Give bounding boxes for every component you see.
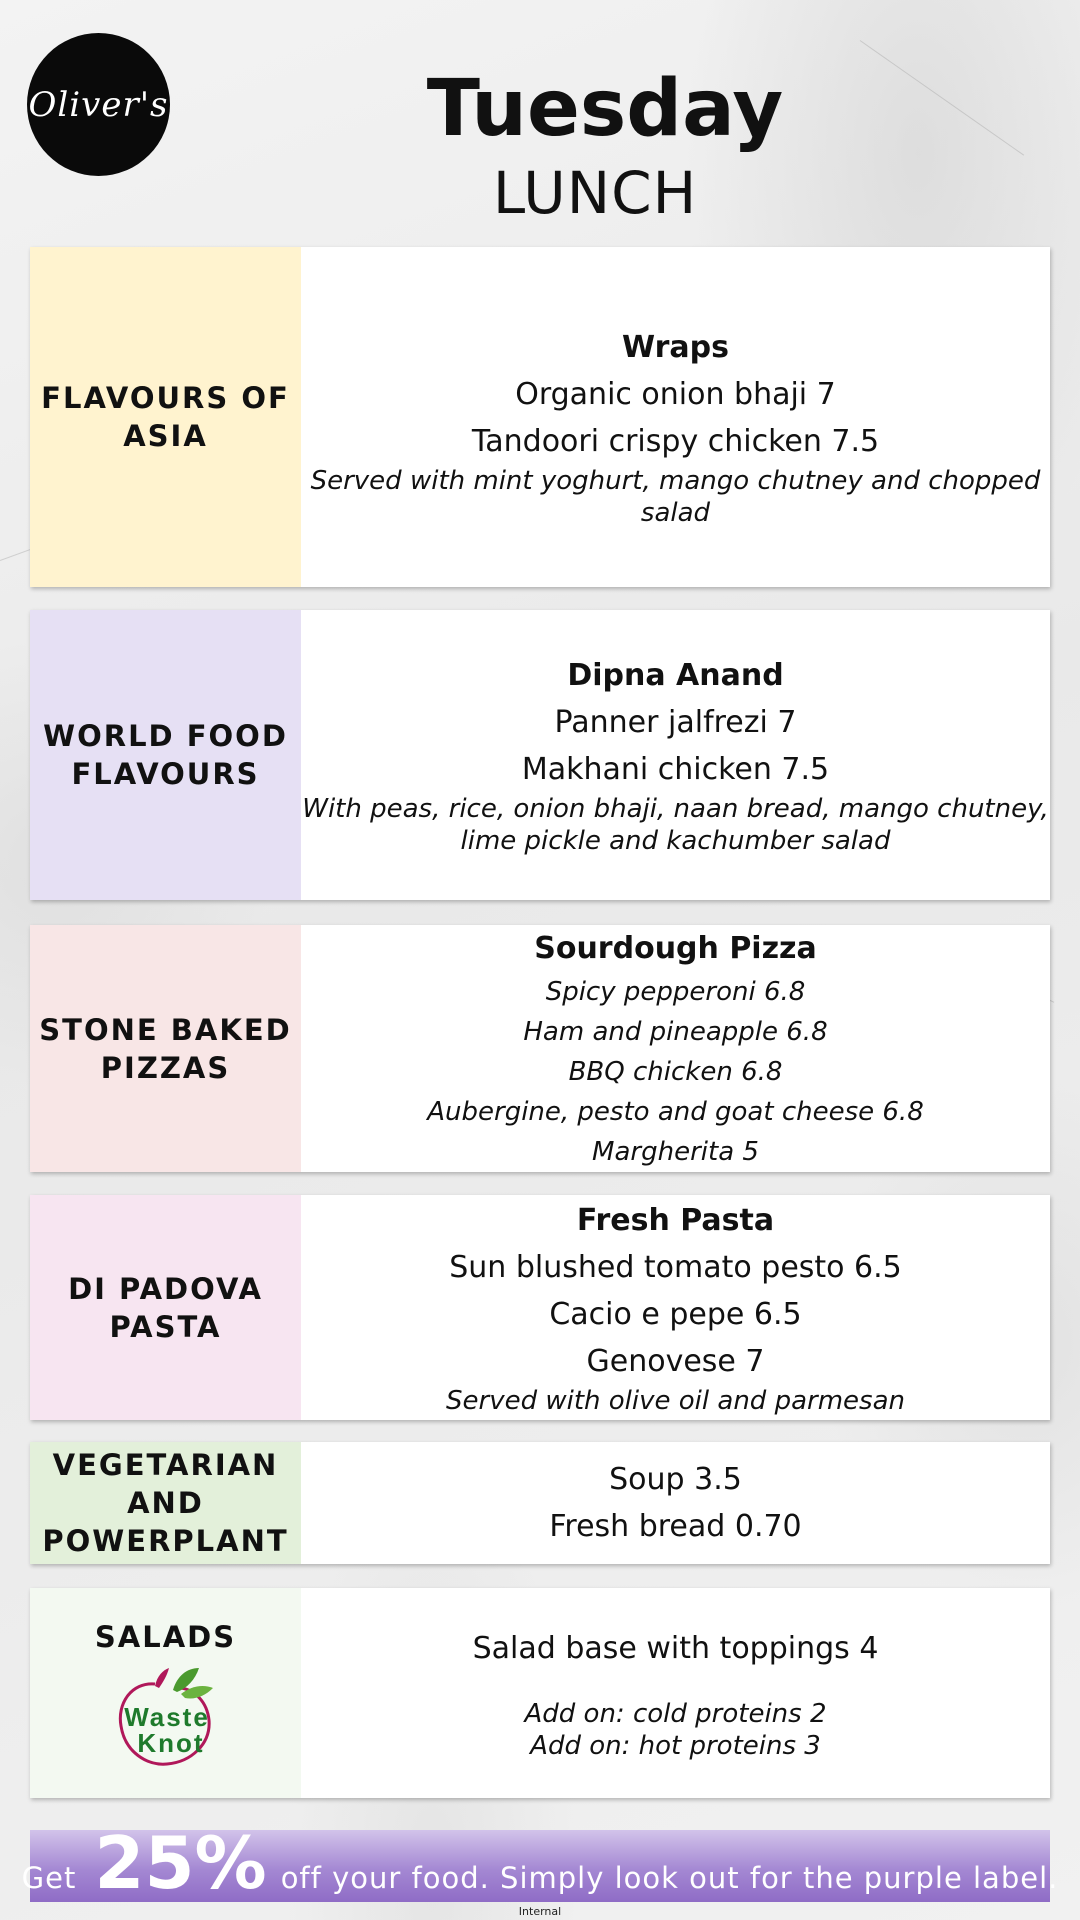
category-label xyxy=(30,610,301,900)
category-line: SALADS xyxy=(94,1619,237,1654)
section-title: Fresh Pasta xyxy=(576,1203,775,1238)
section-title: Wraps xyxy=(622,330,729,365)
menu-meal: LUNCH xyxy=(492,159,698,227)
menu-item: Makhani chicken 7.5 xyxy=(521,752,830,787)
category-line: DI PADOVA xyxy=(68,1271,263,1306)
category-line: STONE BAKED xyxy=(39,1012,292,1047)
menu-section-vegetarian-powerplant xyxy=(30,1442,1050,1564)
menu-header xyxy=(0,62,1080,229)
category-line: FLAVOURS OF xyxy=(41,381,290,415)
category-label xyxy=(30,1442,301,1564)
category-line: POWERPLANT xyxy=(42,1524,289,1558)
category-label xyxy=(30,1588,301,1798)
category-line: ASIA xyxy=(123,419,208,453)
logo-text: Oliver's xyxy=(28,84,169,125)
section-title: Dipna Anand xyxy=(567,658,784,693)
category-line: FLAVOURS xyxy=(71,757,260,791)
menu-item: Sun blushed tomato pesto 6.5 xyxy=(449,1250,902,1285)
banner-discount: 25% xyxy=(94,1821,267,1905)
menu-section-di-padova-pasta xyxy=(30,1195,1050,1420)
category-line: AND xyxy=(127,1486,204,1520)
menu-item: Organic onion bhaji 7 xyxy=(515,377,836,412)
menu-item: Salad base with toppings 4 xyxy=(472,1630,879,1666)
section-note: Add on: hot proteins 3 xyxy=(530,1730,821,1761)
menu-section-flavours-of-asia xyxy=(30,247,1050,587)
menu-item: Genovese 7 xyxy=(586,1344,765,1379)
section-items xyxy=(301,925,1050,1172)
waste-knot-badge-icon xyxy=(111,1664,221,1769)
category-line: VEGETARIAN xyxy=(52,1448,279,1482)
menu-item: Fresh bread 0.70 xyxy=(549,1509,802,1544)
section-note: Add on: cold proteins 2 xyxy=(524,1698,827,1729)
category-label xyxy=(30,247,301,587)
menu-day: Tuesday xyxy=(426,64,784,154)
category-line: PASTA xyxy=(109,1309,222,1344)
discount-banner xyxy=(21,1821,1059,1905)
section-title: Sourdough Pizza xyxy=(534,930,817,966)
category-line: WORLD FOOD xyxy=(43,719,288,753)
section-note: With peas, rice, onion bhaji, naan bread, mango chutney, xyxy=(302,794,1049,824)
menu-item: BBQ chicken 6.8 xyxy=(568,1056,783,1087)
section-items xyxy=(301,1588,1050,1798)
menu-section-world-food-flavours xyxy=(30,610,1050,900)
menu-item: Margherita 5 xyxy=(592,1136,759,1167)
menu-item: Ham and pineapple 6.8 xyxy=(523,1016,828,1047)
badge-text-waste: Waste xyxy=(123,1701,210,1732)
section-items xyxy=(301,1442,1050,1564)
menu-item: Panner jalfrezi 7 xyxy=(554,705,797,740)
section-note: lime pickle and kachumber salad xyxy=(460,826,891,856)
menu-item: Aubergine, pesto and goat cheese 6.8 xyxy=(427,1096,924,1127)
banner-post-text: off your food. Simply look out for the purple label. xyxy=(280,1861,1059,1895)
category-line: PIZZAS xyxy=(100,1050,231,1085)
section-note: salad xyxy=(640,498,711,528)
section-items xyxy=(301,610,1050,900)
category-label xyxy=(30,1195,301,1420)
category-label xyxy=(30,925,301,1172)
menu-section-stone-baked-pizzas xyxy=(30,925,1050,1172)
section-note: Served with mint yoghurt, mango chutney and chopped xyxy=(310,466,1041,496)
menu-item: Soup 3.5 xyxy=(609,1462,742,1497)
menu-item: Tandoori crispy chicken 7.5 xyxy=(471,424,880,459)
footer-label: Internal xyxy=(518,1905,562,1918)
menu-item: Spicy pepperoni 6.8 xyxy=(545,976,806,1007)
section-items xyxy=(301,1195,1050,1420)
menu-section-salads xyxy=(30,1588,1050,1798)
banner-pre-text: Get xyxy=(21,1861,77,1895)
menu-item: Cacio e pepe 6.5 xyxy=(549,1297,802,1332)
section-note: Served with olive oil and parmesan xyxy=(446,1386,905,1416)
badge-text-knot: Knot xyxy=(136,1727,205,1758)
section-items xyxy=(301,247,1050,587)
